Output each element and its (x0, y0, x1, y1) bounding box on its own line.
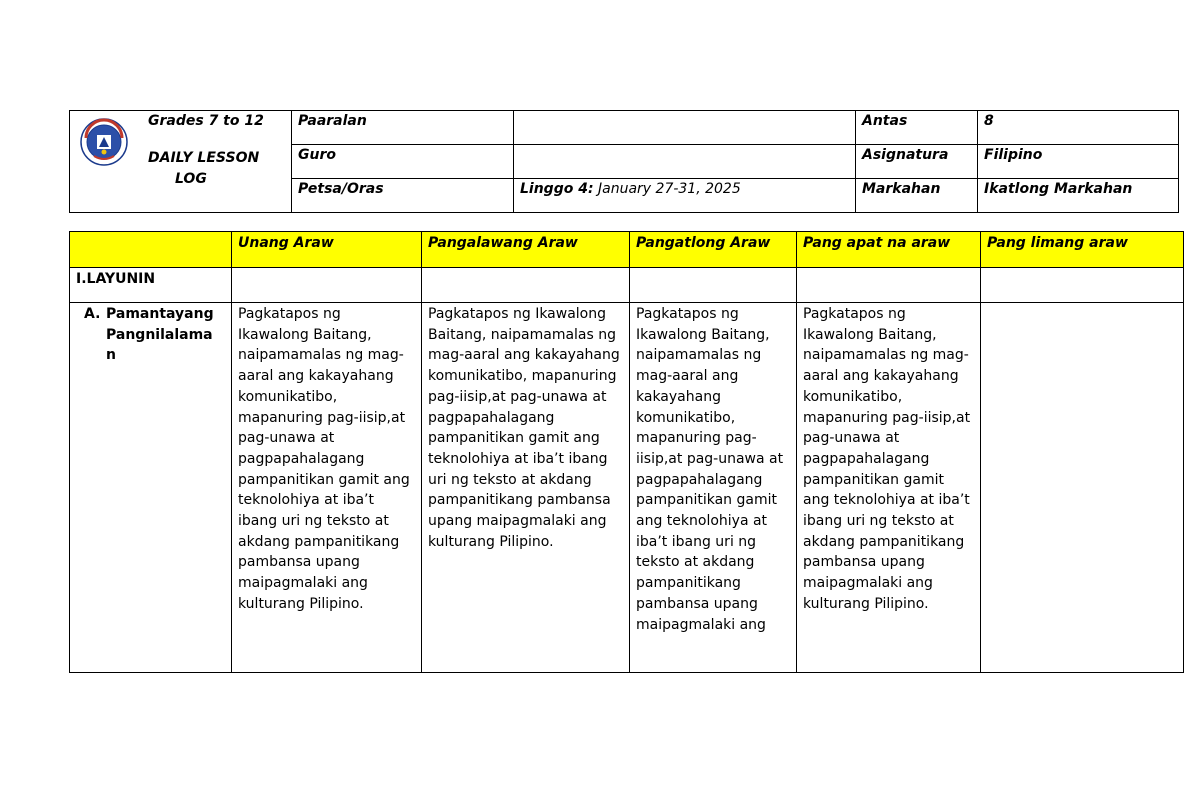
guro-value (514, 145, 856, 179)
asignatura-value: Filipino (978, 145, 1179, 179)
paaralan-label: Paaralan (292, 111, 514, 145)
layunin-cell-4 (797, 268, 981, 303)
pamantayan-cell-3 (630, 303, 797, 673)
deped-seal-icon (80, 118, 128, 166)
pamantayan-row (70, 303, 1184, 673)
pamantayan-cell-1 (232, 303, 422, 673)
document-title-line1: DAILY LESSON (148, 150, 260, 166)
document-title-line2: LOG (175, 171, 207, 187)
header-table (69, 110, 1179, 213)
asignatura-label: Asignatura (856, 145, 978, 179)
day-header-row (70, 232, 1184, 268)
markahan-value: Ikatlong Markahan (978, 179, 1179, 213)
layunin-cell-1 (232, 268, 422, 303)
day-header-3: Pangatlong Araw (630, 232, 797, 268)
pamantayan-text: Pamantayang Pangnilalaman (106, 306, 214, 364)
layunin-row (70, 268, 1184, 303)
markahan-label: Markahan (856, 179, 978, 213)
lesson-table (69, 231, 1184, 673)
cell-text: Pagkatapos ng Ikawalong Baitang, naipamamalas ng mag-aaral ang kakayahang komunikatibo, mapanuring pag-iisip,at pag-unawa at pagpapahalagang pampanitikan gamit ang teknolohiya at iba’t ibang uri ng teksto at akdang pampanitikang pambansa upang maipagmalaki ang (636, 306, 784, 633)
pamantayan-cell-5 (981, 303, 1184, 673)
antas-label: Antas (856, 111, 978, 145)
pamantayan-letter: A. (84, 306, 101, 322)
layunin-cell-2 (422, 268, 630, 303)
cell-text (987, 304, 1177, 672)
layunin-cell-3 (630, 268, 797, 303)
layunin-label: I.LAYUNIN (70, 268, 232, 303)
pamantayan-cell-2 (422, 303, 630, 673)
cell-text: Pagkatapos ng Ikawalong Baitang, naipamamalas ng mag-aaral ang kakayahang komunikatibo, mapanuring pag-iisip,at pag-unawa at pagpapahalagang pampanitikan gamit ang teknolohiya at iba’t ibang uri ng teksto at akdang pampanitikang pambansa upang maipagmalaki ang kulturang Pilipino. (803, 306, 971, 612)
guro-label: Guro (292, 145, 514, 179)
linggo-value: January 27-31, 2025 (593, 181, 741, 197)
grades-label: Grades 7 to 12 (148, 113, 264, 129)
day-header-2: Pangalawang Araw (422, 232, 630, 268)
linggo-label: Linggo 4: (520, 181, 594, 197)
layunin-cell-5 (981, 268, 1184, 303)
day-header-5: Pang limang araw (981, 232, 1184, 268)
petsa-label: Petsa/Oras (292, 179, 514, 213)
day-header-empty (70, 232, 232, 268)
paaralan-value (514, 111, 856, 145)
cell-text: Pagkatapos ng Ikawalong Baitang, naipamamalas ng mag-aaral ang kakayahang komunikatibo, mapanuring pag-iisip,at pag-unawa at pagpapahalagang pampanitikan gamit ang teknolohiya at iba’t ibang uri ng teksto at akdang pampanitikang pambansa upang maipagmalaki ang kulturang Pilipino. (238, 306, 410, 612)
day-header-4: Pang apat na araw (797, 232, 981, 268)
antas-value: 8 (978, 111, 1179, 145)
title-cell (70, 111, 292, 213)
linggo-cell (514, 179, 856, 213)
pamantayan-cell-4 (797, 303, 981, 673)
pamantayan-label (76, 304, 225, 366)
document-title (148, 148, 284, 190)
pamantayan-label-cell (70, 303, 232, 673)
day-header-1: Unang Araw (232, 232, 422, 268)
cell-text: Pagkatapos ng Ikawalong Baitang, naipamamalas ng mag-aaral ang kakayahang komunikatibo, mapanuring pag-iisip,at pag-unawa at pagpapahalagang pampanitikan gamit ang teknolohiya at iba’t ibang uri ng teksto at akdang pampanitikang pambansa upang maipagmalaki ang kulturang Pilipino. (428, 306, 620, 550)
